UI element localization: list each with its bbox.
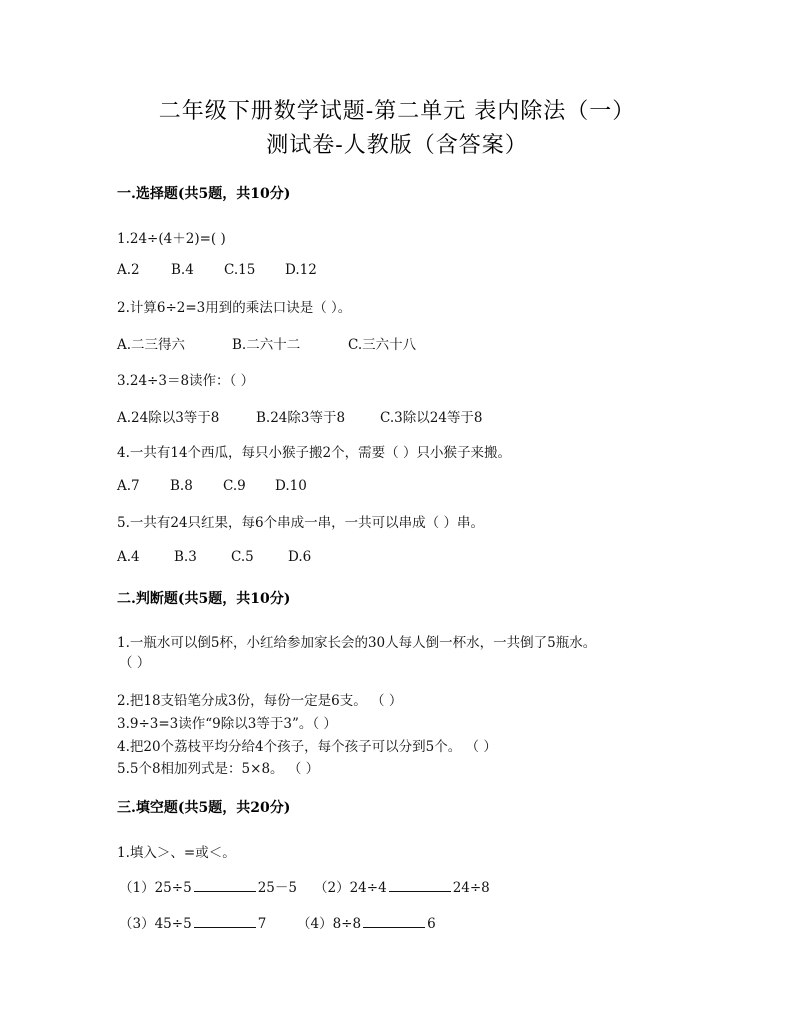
question-options — [117, 478, 307, 494]
right-expression: 7 — [257, 916, 267, 932]
question-stem: 4.一共有14个西瓜，每只小猴子搬2个，需要（ ）只小猴子来搬。 — [117, 445, 511, 461]
option: B.8 — [170, 478, 193, 494]
right-expression: 6 — [427, 916, 436, 932]
question-options — [117, 262, 317, 278]
question-stem: 1.一瓶水可以倒5杯，小红给参加家长会的30人每人倒一杯水，一共倒了5瓶水。 — [117, 635, 597, 651]
question-stem: 3.9÷3=3读作“9除以3等于3”。（ ） — [117, 716, 337, 732]
question-stem: 5.5个8相加列式是：5×8。 （ ） — [117, 761, 320, 777]
option: A.2 — [117, 262, 140, 278]
comparison-item — [297, 912, 436, 932]
section-heading-multiple-choice: 一.选择题(共5题，共10分) — [117, 186, 291, 202]
question-stem: 2.把18支铅笔分成3份，每份一定是6支。 （ ） — [117, 693, 403, 709]
question-stem: 1.填入＞、=或＜。 — [117, 845, 236, 861]
comparison-item — [119, 876, 297, 896]
option: A.4 — [117, 549, 140, 565]
option: C.3除以24等于8 — [380, 410, 483, 426]
option: A.7 — [117, 478, 140, 494]
option: C.5 — [231, 549, 254, 565]
option: A.二三得六 — [117, 337, 186, 353]
document-title-line-2: 测试卷-人教版（含答案） — [266, 133, 528, 158]
question-stem: 4.把20个荔枝平均分给4个孩子，每个孩子可以分到5个。 （ ） — [117, 739, 497, 755]
answer-blank[interactable] — [389, 879, 451, 892]
document-title-line-1: 二年级下册数学试题-第二单元 表内除法（一） — [158, 99, 636, 124]
right-expression: 25－5 — [257, 880, 297, 896]
comparison-item — [314, 876, 490, 896]
answer-blank[interactable] — [363, 915, 425, 928]
option: A.24除以3等于8 — [117, 410, 220, 426]
question-stem: 3.24÷3＝8读作：（ ） — [117, 373, 255, 389]
answer-parentheses: （ ） — [119, 655, 151, 671]
option: D.6 — [288, 549, 312, 565]
item-label: （1） — [119, 880, 155, 896]
option: D.12 — [285, 262, 317, 278]
question-options — [117, 333, 416, 353]
question-options — [117, 406, 483, 426]
option: D.10 — [275, 478, 307, 494]
left-expression: 8÷8 — [332, 916, 362, 932]
option: C.三六十八 — [348, 337, 417, 353]
option: C.15 — [224, 262, 256, 278]
item-label: （3） — [119, 916, 155, 932]
left-expression: 25÷5 — [154, 880, 192, 896]
option: C.9 — [223, 478, 246, 494]
question-stem: 1.24÷(4＋2)=( ) — [117, 231, 226, 247]
answer-blank[interactable] — [194, 879, 256, 892]
question-stem: 2.计算6÷2=3用到的乘法口诀是（ ）。 — [117, 300, 352, 316]
answer-blank[interactable] — [194, 915, 256, 928]
right-expression: 24÷8 — [452, 880, 490, 896]
option: B.4 — [171, 262, 194, 278]
option: B.3 — [174, 549, 197, 565]
section-heading-true-false: 二.判断题(共5题，共10分) — [117, 591, 291, 607]
comparison-item — [119, 912, 266, 932]
item-label: （2） — [314, 880, 350, 896]
item-label: （4） — [297, 916, 333, 932]
left-expression: 24÷4 — [349, 880, 387, 896]
question-stem: 5.一共有24只红果，每6个串成一串，一共可以串成（ ）串。 — [117, 515, 484, 531]
left-expression: 45÷5 — [154, 916, 192, 932]
section-heading-fill-in: 三.填空题(共5题，共20分) — [117, 800, 291, 816]
question-options — [117, 549, 311, 565]
option: B.二六十二 — [232, 337, 301, 353]
option: B.24除3等于8 — [256, 410, 346, 426]
